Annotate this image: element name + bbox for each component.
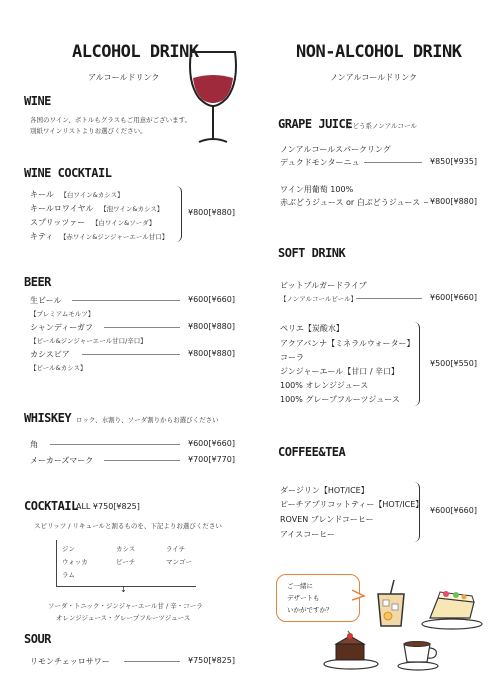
spirit-item: カシス bbox=[116, 545, 136, 553]
spirits-bracket bbox=[56, 540, 57, 586]
leader-line bbox=[104, 327, 180, 328]
iced-tea-icon bbox=[374, 580, 408, 630]
wine-cocktail-item bbox=[30, 217, 155, 228]
beer-item-name: 生ビール bbox=[30, 296, 62, 305]
whiskey-item-price: ¥700[¥770] bbox=[188, 455, 235, 464]
item-note: 【泡ワイン&カシス】 bbox=[100, 205, 164, 213]
sour-heading: SOUR bbox=[24, 632, 51, 646]
coffee-item: アイスコーヒー bbox=[280, 530, 335, 539]
mixers-line-2: オレンジジュース・グレープフルーツジュース bbox=[56, 614, 191, 622]
wine-desc-2: 別紙ワインリストよりお選びください。 bbox=[30, 127, 147, 135]
soft-group-item: ジンジャーエール【甘口 / 辛口】 bbox=[280, 367, 400, 376]
wine-cocktail-item bbox=[30, 189, 124, 200]
beer-item-note: 【プレミアムモルツ】 bbox=[30, 310, 95, 318]
item-name: スプリッツァー bbox=[30, 218, 86, 227]
soft-item-price: ¥600[¥660] bbox=[430, 293, 477, 302]
non-alcohol-title: NON-ALCOHOL DRINK bbox=[296, 42, 462, 62]
bubble-line-2: デザートも bbox=[287, 594, 320, 602]
chocolate-cake-icon bbox=[322, 630, 380, 670]
beer-item-price: ¥800[¥880] bbox=[188, 322, 235, 331]
alcohol-subtitle: アルコールドリンク bbox=[88, 73, 160, 82]
whiskey-item-name: メーカーズマーク bbox=[30, 456, 94, 465]
leader-line bbox=[364, 162, 422, 163]
grape-item-line2: 赤ぶどうジュース or 白ぶどうジュース bbox=[280, 198, 421, 207]
cocktail-price-note: ALL ¥750[¥825] bbox=[76, 502, 140, 511]
grape-juice-heading: GRAPE JUICE bbox=[278, 117, 352, 131]
beer-item-price: ¥600[¥660] bbox=[188, 295, 235, 304]
grape-item-line1: ノンアルコールスパークリング bbox=[280, 145, 391, 154]
wine-cocktail-price: ¥800[¥880] bbox=[188, 208, 235, 217]
whiskey-heading: WHISKEY bbox=[24, 411, 72, 425]
whiskey-desc: ロック、水割り、ソーダ割りからお選びください bbox=[76, 416, 219, 424]
grape-item-line2: デュクドモンターニュ bbox=[280, 158, 360, 167]
leader-line bbox=[50, 444, 180, 445]
item-note: 【白ワイン&ソーダ】 bbox=[91, 219, 156, 227]
mixers-line-1: ソーダ・トニック・ジンジャーエール甘 / 辛・コーラ bbox=[48, 602, 203, 610]
coffee-tea-heading: COFFEE&TEA bbox=[278, 445, 346, 459]
soft-group-item: コーラ bbox=[280, 353, 304, 362]
soft-group-item: アクアパンナ【ミネラルウォーター】 bbox=[280, 339, 415, 348]
leader-line bbox=[82, 354, 180, 355]
item-note: 【赤ワイン&ジンジャーエール甘口】 bbox=[59, 233, 169, 241]
coffee-item: ピーチアプリコットティー【HOT/ICE】 bbox=[280, 500, 424, 509]
whiskey-item-price: ¥600[¥660] bbox=[188, 439, 235, 448]
group-brace bbox=[414, 322, 420, 406]
wine-cocktail-item bbox=[30, 231, 168, 242]
beer-item-price: ¥800[¥880] bbox=[188, 349, 235, 358]
grape-item-price: ¥850[¥935] bbox=[430, 157, 477, 166]
beer-item-note: 【ビール&ジンジャーエール甘口/辛口】 bbox=[30, 337, 147, 345]
leader-line bbox=[124, 661, 180, 662]
item-note: 【白ワイン&カシス】 bbox=[60, 191, 124, 199]
wine-desc-1: 各国のワイン、ボトルもグラスもご用意がございます。 bbox=[30, 116, 192, 124]
beer-heading: BEER bbox=[24, 275, 51, 289]
non-alcohol-subtitle: ノンアルコールドリンク bbox=[330, 73, 418, 82]
group-brace bbox=[414, 482, 420, 542]
item-name: キール bbox=[30, 190, 54, 199]
spirit-item: ラム bbox=[62, 571, 75, 579]
wine-glass-icon bbox=[185, 48, 241, 148]
wine-cocktail-heading: WINE COCKTAIL bbox=[24, 166, 112, 180]
bubble-tail-icon bbox=[352, 588, 366, 602]
alcohol-title: ALCOHOL DRINK bbox=[72, 42, 199, 62]
spirit-item: ジン bbox=[62, 545, 75, 553]
soft-group-item: 100% オレンジジュース bbox=[280, 381, 369, 390]
sour-item-name: リモンチェッロサワー bbox=[30, 657, 110, 666]
sour-item-price: ¥750[¥825] bbox=[188, 656, 235, 665]
soft-group-price: ¥500[¥550] bbox=[430, 359, 477, 368]
leader-line bbox=[424, 202, 428, 203]
leader-line bbox=[72, 300, 180, 301]
soft-group-item: 100% グレープフルーツジュース bbox=[280, 395, 400, 404]
beer-item-note: 【ビール&カシス】 bbox=[30, 364, 87, 372]
coffee-cup-icon bbox=[396, 638, 444, 672]
whiskey-item-name: 角 bbox=[30, 440, 38, 449]
item-name: キールロワイヤル bbox=[30, 204, 94, 213]
cocktail-heading: COCKTAIL bbox=[24, 499, 78, 513]
dessert-speech-bubble bbox=[276, 574, 360, 622]
spirit-item: ウォッカ bbox=[62, 558, 88, 566]
coffee-price: ¥600[¥660] bbox=[430, 506, 477, 515]
leader-line bbox=[104, 460, 180, 461]
down-arrow-icon: ↓ bbox=[120, 585, 127, 594]
cocktail-desc: スピリッツ / リキュールと割るものを、下記よりお選びください bbox=[34, 522, 222, 530]
beer-item-name: シャンディーガフ bbox=[30, 323, 94, 332]
soft-item-name: ビットブルガードライブ bbox=[280, 281, 367, 290]
bubble-line-3: いかがですか？ bbox=[287, 606, 333, 614]
grape-item-line1: ワイン用葡萄 100% bbox=[280, 185, 354, 194]
item-name: キティ bbox=[30, 232, 54, 241]
spirit-item: マンゴー bbox=[166, 558, 192, 566]
wine-cocktail-item bbox=[30, 203, 163, 214]
grape-juice-subheading: ぶどう系ノンアルコール bbox=[346, 122, 417, 130]
wine-heading: WINE bbox=[24, 94, 51, 108]
grape-item-price: ¥800[¥880] bbox=[430, 197, 477, 206]
cake-icon bbox=[420, 588, 484, 630]
spirit-item: ピーチ bbox=[116, 558, 136, 566]
soft-item-note: 【ノンアルコールビール】 bbox=[280, 295, 357, 303]
soft-group-item: ペリエ【炭酸水】 bbox=[280, 324, 344, 333]
spirit-item: ライチ bbox=[166, 545, 186, 553]
bubble-line-1: ご一緒に bbox=[287, 582, 313, 590]
coffee-item: ROVEN ブレンドコーヒー bbox=[280, 515, 374, 524]
beer-item-name: カシスビア bbox=[30, 350, 70, 359]
soft-drink-heading: SOFT DRINK bbox=[278, 246, 346, 260]
coffee-item: ダージリン【HOT/ICE】 bbox=[280, 486, 369, 495]
leader-line bbox=[356, 298, 422, 299]
group-brace bbox=[176, 186, 182, 242]
